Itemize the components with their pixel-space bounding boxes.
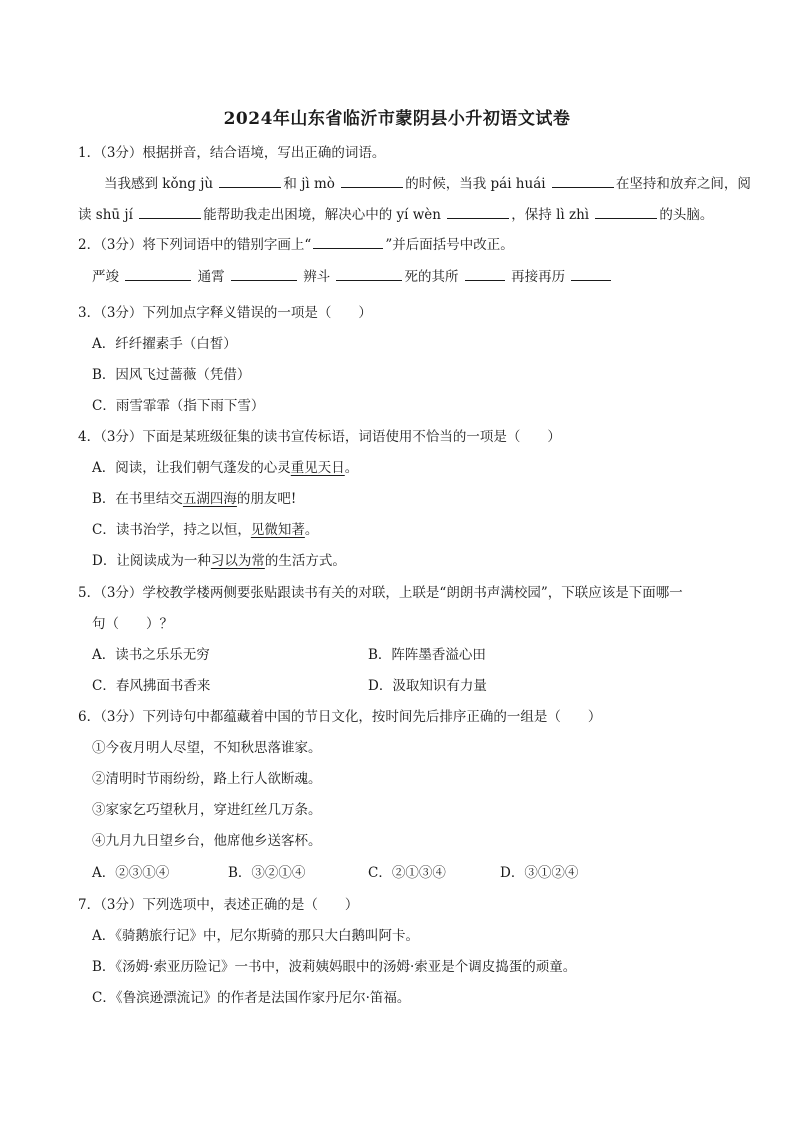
q2-word-3: 辨斗 (303, 269, 331, 285)
q2-blank-2[interactable] (231, 268, 297, 281)
q4-c-pre: C．读书治学，持之以恒， (92, 522, 251, 538)
question-6-poem-3: ③家家乞巧望秋月，穿进红丝几万条。 (92, 802, 322, 818)
q2-stem-blank (313, 236, 383, 249)
q1-text-b: 和 jì mò (283, 176, 335, 192)
question-7-option-c[interactable]: C．《鲁滨逊漂流记》的作者是法国作家丹尼尔·笛福。 (92, 990, 411, 1006)
q4-d-pre: D．让阅读成为一种 (92, 553, 211, 569)
q2-word-1: 严竣 (92, 269, 119, 285)
q2-stem-a: 2．（3分）将下列词语中的错别字画上“ (78, 237, 312, 253)
q1-text-c: 的时候，当我 pái huái (405, 176, 546, 192)
q1-text-a: 当我感到 kǒng jù (104, 176, 214, 192)
q1-text-d: 在坚持和放弃之间，阅 (615, 176, 751, 192)
question-5-option-a[interactable]: A．读书之乐乐无穷 (92, 647, 210, 663)
question-7-option-a[interactable]: A．《骑鹅旅行记》中，尼尔斯骑的那只大白鹅叫阿卡。 (92, 928, 419, 944)
question-6-option-c[interactable]: C．②①③④ (368, 865, 446, 881)
q1-blank-3[interactable] (552, 175, 614, 188)
q2-word-2: 通霄 (197, 269, 225, 285)
q4-b-post: 的朋友吧! (236, 491, 297, 507)
question-1-line-1 (104, 175, 751, 193)
q1-blank-5[interactable] (447, 206, 509, 219)
question-7-option-b[interactable]: B．《汤姆·索亚历险记》一书中，波莉姨妈眼中的汤姆·索亚是个调皮捣蛋的顽童。 (92, 959, 577, 975)
question-1-stem: 1．（3分）根据拼音，结合语境，写出正确的词语。 (78, 145, 386, 161)
q4-a-pre: A．阅读，让我们朝气蓬发的心灵 (92, 460, 291, 476)
q1-text-e: 读 shū jí (78, 207, 133, 223)
page-title: 2024年山东省临沂市蒙阴县小升初语文试卷 (223, 109, 571, 129)
q2-blank-5[interactable] (571, 268, 611, 281)
q4-d-post: 的生活方式。 (264, 553, 346, 569)
q4-c-underlined: 见微知著 (250, 522, 305, 538)
q1-text-h: 的头脑。 (659, 207, 714, 223)
q2-word-5: 再接再历 (511, 269, 566, 285)
question-4-option-d[interactable] (92, 552, 346, 570)
q1-text-g: ，保持 lì zhì (511, 207, 590, 223)
question-7-stem: 7．（3分）下列选项中，表述正确的是（ ） (78, 897, 359, 913)
q4-a-post: 。 (344, 460, 359, 476)
question-3-option-b[interactable]: B．因风飞过蔷薇（凭借） (92, 367, 251, 383)
question-2-words (92, 268, 613, 286)
q1-blank-1[interactable] (219, 175, 281, 188)
q4-c-post: 。 (304, 522, 319, 538)
question-5-stem-cont: 句（ ）？ (92, 616, 173, 632)
question-5-option-c[interactable]: C．春风拂面书香来 (92, 678, 211, 694)
question-5-option-b[interactable]: B．阵阵墨香溢心田 (368, 647, 486, 663)
question-5-stem: 5．（3分）学校教学楼两侧要张贴跟读书有关的对联，上联是“朗朗书声满校园”，下联应该是下面哪一 (78, 585, 683, 601)
q4-b-pre: B．在书里结交 (92, 491, 183, 507)
q4-a-underlined: 重见天日 (290, 460, 345, 476)
question-4-option-a[interactable] (92, 459, 358, 477)
q1-text-f: 能帮助我走出困境，解决心中的 yí wèn (203, 207, 441, 223)
question-1-line-2 (78, 206, 713, 224)
question-6-poem-4: ④九月九日望乡台，他席他乡送客杯。 (92, 833, 322, 849)
q1-blank-4[interactable] (139, 206, 201, 219)
question-3-option-c[interactable]: C．雨雪霏霏（指下雨下雪） (92, 398, 265, 414)
question-6-option-a[interactable]: A．②③①④ (92, 865, 170, 881)
question-3-stem: 3．（3分）下列加点字释义错误的一项是（ ） (78, 305, 372, 321)
question-6-stem: 6．（3分）下列诗句中都蕴藏着中国的节日文化，按时间先后排序正确的一组是（ ） (78, 709, 602, 725)
q2-stem-b: ”并后面括号中改正。 (385, 237, 514, 253)
question-4-stem: 4．（3分）下面是某班级征集的读书宣传标语，词语使用不恰当的一项是（ ） (78, 429, 561, 445)
q2-blank-4[interactable] (465, 268, 505, 281)
q2-blank-3[interactable] (336, 268, 402, 281)
question-4-option-b[interactable] (92, 490, 296, 508)
question-6-poem-2: ②清明时节雨纷纷，路上行人欲断魂。 (92, 771, 322, 787)
question-4-option-c[interactable] (92, 521, 318, 539)
q4-d-underlined: 习以为常 (210, 553, 265, 569)
question-3-option-a[interactable]: A．纤纤擢素手（白皙） (92, 336, 237, 352)
question-6-poem-1: ①今夜月明人尽望，不知秋思落谁家。 (92, 740, 322, 756)
q1-blank-6[interactable] (595, 206, 657, 219)
question-6-option-d[interactable]: D．③①②④ (500, 865, 579, 881)
q2-word-4: 死的其所 (404, 269, 459, 285)
question-2-stem (78, 236, 514, 254)
q2-blank-1[interactable] (125, 268, 191, 281)
q1-blank-2[interactable] (341, 175, 403, 188)
q4-b-underlined: 五湖四海 (182, 491, 237, 507)
question-6-option-b[interactable]: B．③②①④ (228, 865, 306, 881)
question-5-option-d[interactable]: D．汲取知识有力量 (368, 678, 487, 694)
